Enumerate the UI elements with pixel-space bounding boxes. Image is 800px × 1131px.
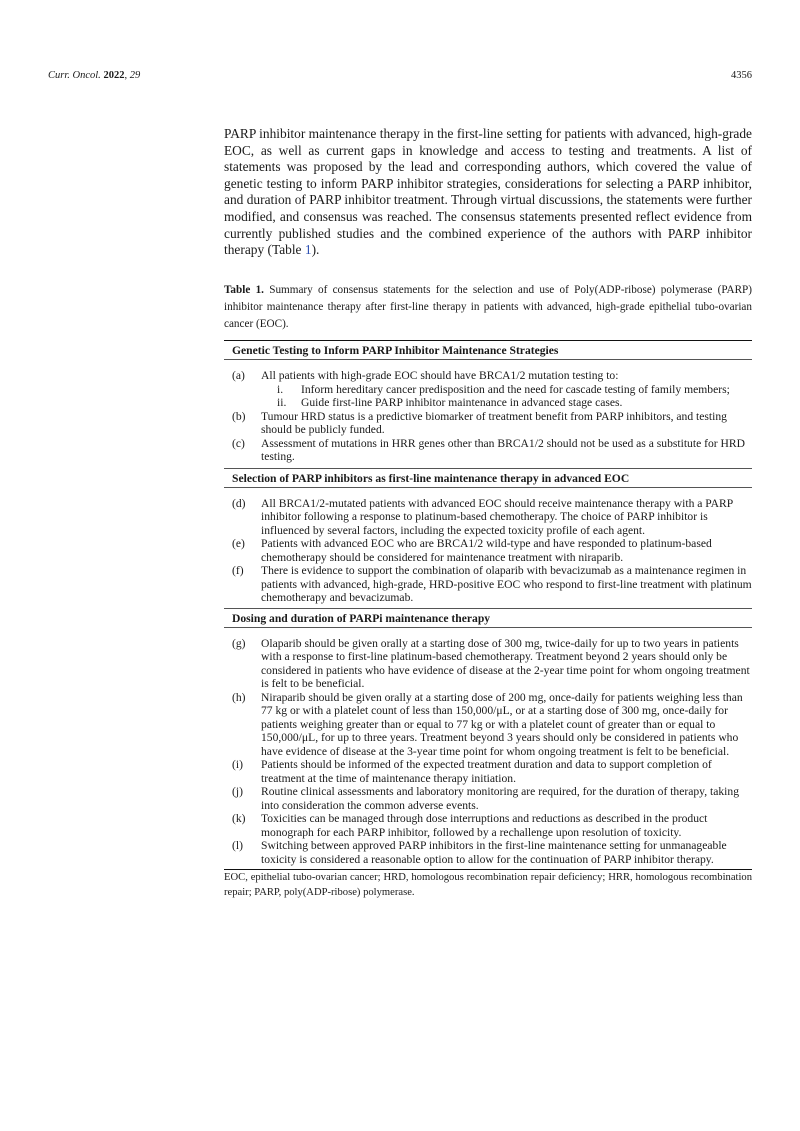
statement-text: All BRCA1/2-mutated patients with advanced EOC should receive maintenance therapy with a PARP inhibitor following a response to platinum-based chemotherapy. The choice of PARP inhibitor is influenced by several factors, including the expected toxicity profile of each agent. — [261, 496, 733, 537]
statement-i — [224, 758, 752, 785]
statement-j — [224, 785, 752, 812]
statement-text: Niraparib should be given orally at a starting dose of 200 mg, once-daily for patients weighing less than 77 kg or with a platelet count of less than 150,000/μL, or at a starting dose of 300 mg, once-daily for patients weighing greater than or equal to 77 kg or with a platelet count of greater than or equal to 150,000/μL, for up to three years. Treatment beyond 3 years should only be considered in patients who have evidence of disease at the 3-year time point for whom ongoing treatment is felt to be beneficial. — [261, 690, 743, 758]
statement-label: (i) — [232, 758, 243, 771]
consensus-table — [224, 340, 752, 900]
statement-label: (l) — [232, 839, 243, 852]
sub-statement-label: ii. — [277, 396, 287, 409]
table-caption-text: Summary of consensus statements for the selection and use of Poly(ADP-ribose) polymerase (PARP) inhibitor maintenance therapy after first-line therapy in patients with advanced, high-grade epithelial tubo-ovarian cancer (EOC). — [224, 284, 753, 331]
statement-label: (j) — [232, 785, 243, 798]
table-reference-link[interactable]: 1 — [304, 242, 312, 258]
statement-label: (f) — [232, 564, 244, 577]
statement-label: (k) — [232, 812, 246, 825]
paragraph-text: PARP inhibitor maintenance therapy in the first-line setting for patients with advanced, high-grade EOC, as well as current gaps in knowledge and access to testing and treatments. A list of statements was proposed by the lead and corresponding authors, which covered the value of genetic testing to inform PARP inhibitor strategies, considerations for selecting a PARP inhibitor, and duration of PARP inhibitor treatment. Through virtual discussions, the statements were further modified, and consensus was reached. The consensus statements presented reflect evidence from currently published studies and the combined experience of the authors with PARP inhibitor therapy (Table — [224, 126, 752, 258]
section-rule — [224, 627, 752, 628]
journal-year: 2022 — [103, 70, 125, 81]
paragraph-text-end: ). — [311, 242, 320, 258]
statement-text: Olaparib should be given orally at a starting dose of 300 mg, twice-daily for up to two years in patients with a response to first-line platinum-based chemotherapy. Treatment beyond 2 years should only be considered in patients who have evidence of disease at the 2-year time point for whom ongoing treatment is felt to be beneficial. — [261, 636, 750, 690]
section-header-dosing: Dosing and duration of PARPi maintenance therapy — [232, 611, 491, 625]
sub-statement-text: Guide first-line PARP inhibitor maintenance in advanced stage cases. — [301, 396, 623, 409]
section-header-genetic-testing: Genetic Testing to Inform PARP Inhibitor Maintenance Strategies — [232, 344, 559, 357]
statement-text: There is evidence to support the combination of olaparib with bevacizumab as a maintenance regimen in patients with advanced, high-grade, HRD-positive EOC who respond to first-line treatment with platinum chemotherapy and bevacizumab. — [261, 564, 752, 604]
statement-text: Switching between approved PARP inhibitors in the first-line maintenance setting for unmanageable toxicity is considered a reasonable option to allow for the continuation of PARP inhibitor therapy. — [261, 839, 727, 866]
section-rule — [224, 359, 752, 360]
statement-text: Patients should be informed of the expected treatment duration and data to support completion of treatment at the time of maintenance therapy initiation. — [261, 758, 712, 785]
statement-label: (e) — [232, 537, 245, 550]
statement-k — [224, 812, 752, 839]
sub-statement-text: Inform hereditary cancer predisposition and the need for cascade testing of family members; — [301, 382, 730, 396]
statement-c — [224, 437, 752, 464]
journal-citation: Curr. Oncol. 2022, 29 — [48, 70, 141, 81]
statement-h — [224, 691, 752, 759]
statement-label: (a) — [232, 369, 245, 382]
statement-a-i — [261, 383, 752, 397]
statement-label: (c) — [232, 436, 245, 450]
running-header — [48, 70, 752, 88]
table-caption — [224, 282, 752, 334]
statement-f — [224, 564, 752, 605]
statement-label: (h) — [232, 690, 246, 704]
statement-d — [224, 497, 752, 538]
statement-text: Assessment of mutations in HRR genes other than BRCA1/2 should not be used as a substitute for HRD testing. — [261, 436, 746, 463]
statement-e — [224, 537, 752, 564]
sub-statement-label: i. — [277, 382, 284, 396]
journal-volume: 29 — [129, 70, 141, 81]
statement-a — [224, 369, 752, 383]
journal-name: Curr. Oncol. — [48, 70, 101, 81]
page-number: 4356 — [731, 70, 752, 81]
table-footnote: EOC, epithelial tubo-ovarian cancer; HRD, homologous recombination repair deficiency; HRR, homologous recombination repair; PARP, poly(ADP-ribose) polymerase. — [224, 872, 752, 898]
statement-g — [224, 637, 752, 691]
statement-label: (d) — [232, 496, 246, 510]
statement-text: Routine clinical assessments and laboratory monitoring are required, for the duration of therapy, taking into consideration the common adverse events. — [261, 785, 739, 812]
section-header-selection: Selection of PARP inhibitors as first-line maintenance therapy in advanced EOC — [232, 471, 630, 485]
statement-text: Toxicities can be managed through dose interruptions and reductions as described in the product monograph for each PARP inhibitor, followed by a rechallenge upon resolution of toxicity. — [261, 812, 708, 839]
table-caption-label: Table 1. — [224, 284, 264, 296]
statement-l — [224, 839, 752, 866]
body-paragraph — [224, 126, 752, 259]
statement-text: Tumour HRD status is a predictive biomarker of treatment benefit from PARP inhibitors, and testing should be publicly funded. — [261, 409, 727, 436]
statement-text: Patients with advanced EOC who are BRCA1/2 wild-type and have responded to platinum-based chemotherapy should be considered for maintenance treatment with niraparib. — [261, 537, 712, 564]
statement-a-ii — [261, 396, 752, 410]
statement-label: (b) — [232, 409, 246, 423]
statement-text: All patients with high-grade EOC should have BRCA1/2 mutation testing to: — [261, 369, 619, 382]
statement-b — [224, 410, 752, 437]
statement-label: (g) — [232, 636, 246, 650]
section-rule — [224, 487, 752, 488]
